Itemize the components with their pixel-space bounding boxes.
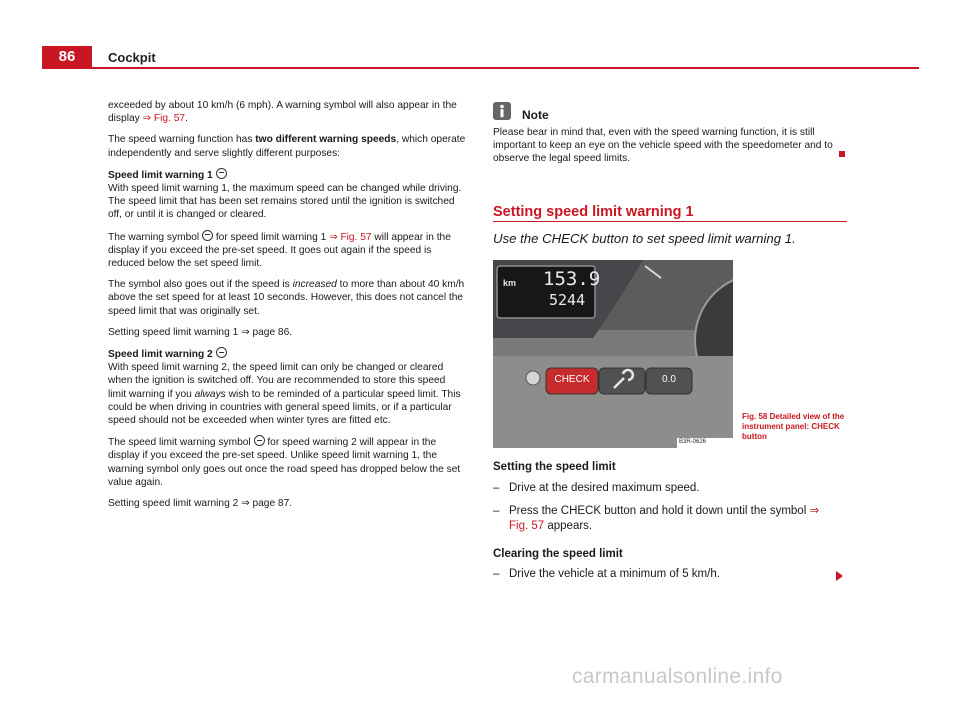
- paragraph: Setting speed limit warning 1 ⇒ page 86.: [108, 326, 293, 338]
- watermark: carmanualsonline.info: [572, 665, 783, 688]
- paragraph: The speed warning function has two different warning speeds, which operate independently and serve slightly different purposes:: [108, 134, 466, 159]
- section-rule: [493, 221, 847, 222]
- subheading-warning-1: Speed limit warning 1: [108, 168, 466, 182]
- subheading-clearing: Clearing the speed limit: [493, 548, 623, 560]
- header-rule: [42, 67, 919, 69]
- figure-code: B3R-0626: [679, 439, 707, 445]
- display-unit: km: [503, 278, 517, 288]
- subheading-warning-2: Speed limit warning 2: [108, 347, 466, 361]
- speed-warning-2-icon: [216, 347, 227, 358]
- paragraph: The warning symbol for speed limit warning 1 ⇒ Fig. 57 will appear in the display if you exceed the pre-set speed. It goes out again if the speed is reduced below the set speed limit.: [108, 231, 451, 270]
- page-number: 86: [58, 48, 76, 65]
- fig-link[interactable]: ⇒ Fig. 57: [509, 505, 820, 532]
- paragraph: With speed limit warning 2, the speed limit can only be changed or cleared when the ignition is switched off. You are recommended to store this speed limit warning if you always wish to be reminded of a particular speed limit. This could be when driving in countries with general speed limits, or if a particular speed should not be exceeded when winter tyres are fitted etc.: [108, 362, 461, 427]
- continue-arrow-icon: [836, 571, 843, 581]
- note-text: Please bear in mind that, even with the speed warning function, it is still important to keep an eye on the vehicle speed with the speedometer and to observe the legal speed limits.: [493, 127, 833, 165]
- paragraph: The symbol also goes out if the speed is increased to more than about 40 km/h above the set speed for at least 10 seconds. However, this does not cancel the speed limit that was originally set.: [108, 279, 465, 317]
- check-button[interactable]: CHECK: [554, 374, 590, 385]
- speed-warning-icon: [216, 168, 227, 179]
- section-intro: Use the CHECK button to set speed limit warning 1.: [493, 231, 796, 246]
- paragraph: exceeded by about 10 km/h (6 mph). A warning symbol will also appear in the display ⇒ Fig. 57.: [108, 100, 457, 125]
- section-title: Setting speed limit warning 1: [493, 204, 694, 220]
- paragraph: With speed limit warning 1, the maximum speed can be changed while driving. The speed limit that has been set remains stored until the ignition is switched off, or until it is changed or cleared.: [108, 183, 462, 221]
- note-title: Note: [522, 108, 549, 122]
- end-mark: [839, 151, 845, 157]
- subheading-setting: Setting the speed limit: [493, 461, 616, 473]
- speed-warning-2-icon: [254, 435, 265, 446]
- trip-reset-button[interactable]: 0.0: [662, 374, 676, 385]
- left-column: [108, 99, 466, 518]
- paragraph: The speed limit warning symbol for speed warning 2 will appear in the display if you exceed the pre-set speed. Unlike speed limit warning 1, the warning symbol only goes out once the road speed has dropped below the set value again.: [108, 437, 461, 488]
- fig-link[interactable]: ⇒ Fig. 57: [329, 231, 372, 243]
- info-icon: [493, 102, 511, 120]
- instrument-panel-photo: [493, 260, 733, 448]
- fig-link[interactable]: ⇒ Fig. 57: [142, 113, 186, 125]
- speed-warning-icon: [202, 230, 213, 241]
- chapter-title: Cockpit: [108, 50, 156, 65]
- figure-caption: Fig. 58 Detailed view of the instrument panel: CHECK button: [742, 412, 845, 441]
- display-speed: 153.9: [543, 268, 601, 290]
- paragraph: Setting speed limit warning 2 ⇒ page 87.: [108, 498, 293, 510]
- display-odometer: 5244: [549, 291, 586, 309]
